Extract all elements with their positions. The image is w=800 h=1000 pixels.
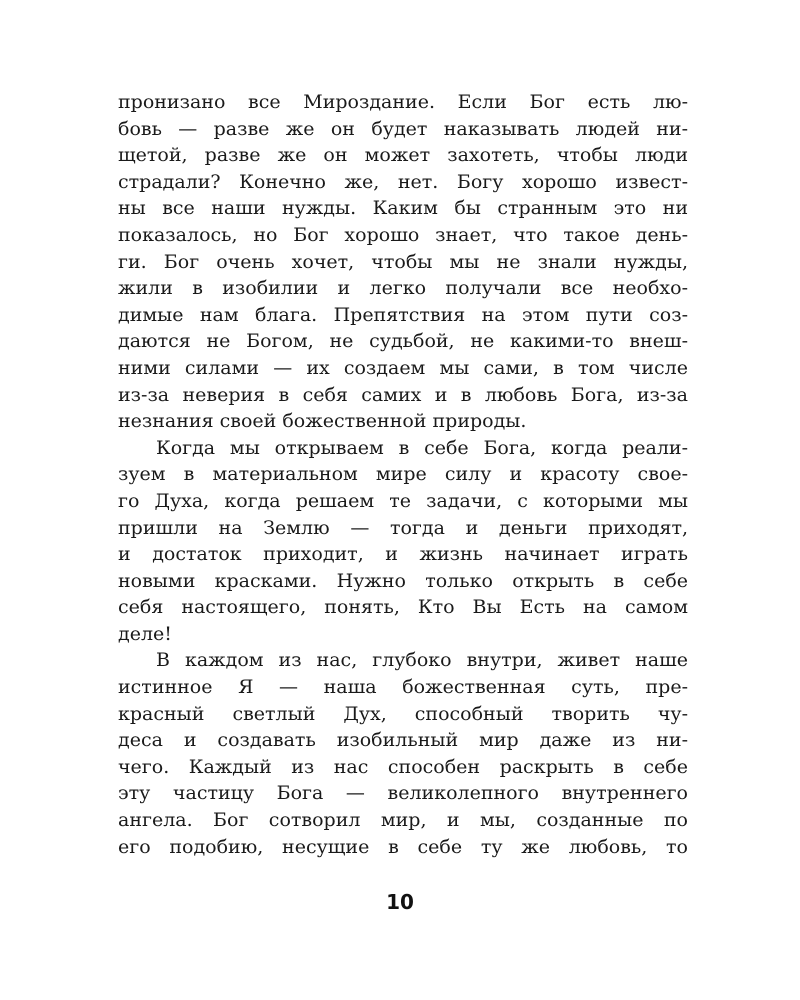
text-line: из-за неверия в себя самих и в любовь Бога, из-за [118,383,688,406]
text-line: красный светлый Дух, способный творить чу- [118,702,688,725]
paragraph-end-line: незнания своей божественной природы. [118,410,527,433]
text-line: эту частицу Бога — великолепного внутреннего [118,782,688,805]
text-line: и достаток приходит, и жизнь начинает играть [118,543,688,566]
text-line: деса и создавать изобильный мир даже из ни- [118,729,688,752]
text-line: ги. Бог очень хочет, чтобы мы не знали нужды, [118,250,688,273]
text-line: пришли на Землю — тогда и деньги приходят, [118,516,688,539]
page-number: 10 [386,890,414,914]
text-line: ангела. Бог сотворил мир, и мы, созданные по [118,809,688,832]
text-line: го Духа, когда решаем те задачи, с которыми мы [118,489,688,512]
text-line: его подобию, несущие в себе ту же любовь, то [118,835,688,858]
text-line: зуем в материальном мире силу и красоту свое- [118,463,688,486]
text-line: показалось, но Бог хорошо знает, что такое день- [118,223,688,246]
text-line: димые нам блага. Препятствия на этом пути соз- [118,303,688,326]
paragraph-first-line: В каждом из нас, глубоко внутри, живет наше [156,649,688,672]
text-line: пронизано все Мироздание. Если Бог есть лю- [118,91,688,113]
text-line: новыми красками. Нужно только открыть в себе [118,569,688,592]
text-line: щетой, разве же он может захотеть, чтобы люди [118,144,688,167]
text-line: жили в изобилии и легко получали все необхо- [118,277,688,300]
paragraph-end-line: деле! [118,622,172,645]
paragraph-first-line: Когда мы открываем в себе Бога, когда реали- [156,436,688,459]
text-line: бовь — разве же он будет наказывать людей ни- [118,117,688,140]
text-line: чего. Каждый из нас способен раскрыть в себе [118,755,688,778]
text-line: страдали? Конечно же, нет. Богу хорошо извест- [118,170,688,193]
text-line: себя настоящего, понять, Кто Вы Есть на самом [118,596,688,619]
text-line: даются не Богом, не судьбой, не какими-то внеш- [118,330,688,353]
text-line: ны все наши нужды. Каким бы странным это ни [118,197,688,220]
body-text [118,89,688,860]
text-line: ними силами — их создаем мы сами, в том числе [118,356,688,379]
text-line: истинное Я — наша божественная суть, пре- [118,676,688,699]
